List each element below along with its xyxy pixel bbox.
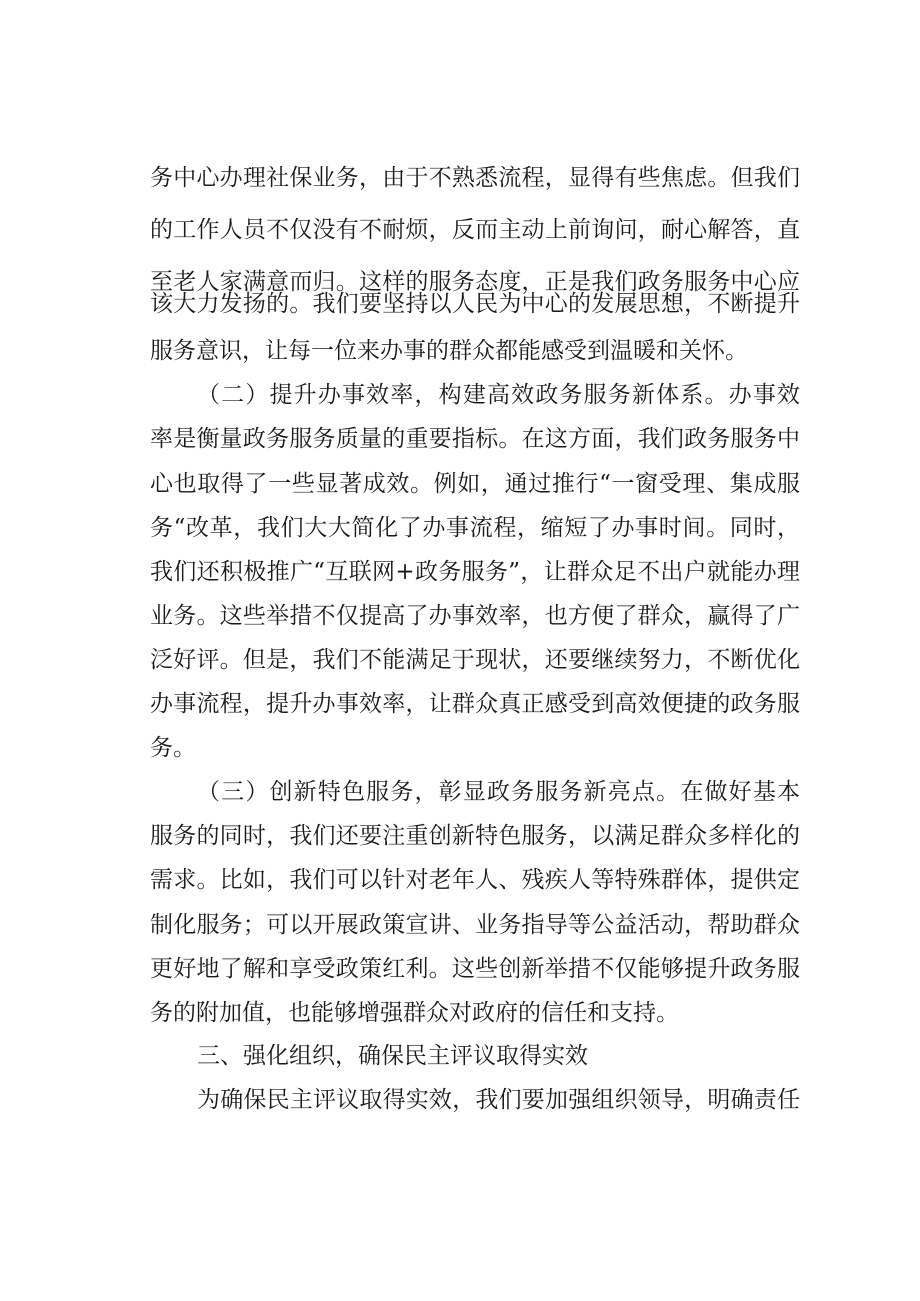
paragraph-2-line-8: 办事流程，提升办事效率，让群众真正感受到高效便捷的政务服	[150, 691, 800, 717]
paragraph-3-line-4: 制化服务；可以开展政策宣讲、业务指导等公益活动，帮助群众	[150, 912, 800, 938]
paragraph-2-line-2: 率是衡量政务服务质量的重要指标。在这方面，我们政务服务中	[150, 426, 800, 452]
paragraph-1-line-4: 该大力发扬的。我们要坚持以人民为中心的发展思想，不断提升	[150, 291, 800, 317]
paragraph-2-line-3: 心也取得了一些显著成效。例如，通过推行“一窗受理、集成服	[150, 471, 800, 497]
paragraph-2-line-5: 我们还积极推广“互联网+政务服务”，让群众足不出户就能办理	[150, 559, 800, 585]
paragraph-1-line-3: 至老人家满意而归。这样的服务态度，正是我们政务服务中心应	[150, 269, 800, 295]
paragraph-1-line-1: 务中心办理社保业务，由于不熟悉流程，显得有些焦虑。但我们	[150, 165, 800, 191]
section-heading: 三、强化组织，确保民主评议取得实效	[197, 1043, 588, 1069]
paragraph-2-line-4: 务“改革，我们大大简化了办事流程，缩短了办事时间。同时，	[150, 515, 800, 541]
paragraph-1-line-5: 服务意识，让每一位来办事的群众都能感受到温暖和关怀。	[150, 338, 748, 364]
paragraph-2-line-6: 业务。这些举措不仅提高了办事效率，也方便了群众，赢得了广	[150, 603, 800, 629]
paragraph-3-line-1: （三）创新特色服务，彰显政务服务新亮点。在做好基本	[197, 779, 800, 805]
paragraph-2-line-7: 泛好评。但是，我们不能满足于现状，还要继续努力，不断优化	[150, 647, 800, 673]
paragraph-3-line-3: 需求。比如，我们可以针对老年人、残疾人等特殊群体，提供定	[150, 867, 800, 893]
paragraph-4-line-1: 为确保民主评议取得实效，我们要加强组织领导，明确责任	[197, 1087, 800, 1113]
paragraph-1-line-2: 的工作人员不仅没有不耐烦，反而主动上前询问，耐心解答，直	[150, 217, 800, 243]
paragraph-2-line-1: （二）提升办事效率，构建高效政务服务新体系。办事效	[197, 382, 800, 408]
paragraph-3-line-6: 务的附加值，也能够增强群众对政府的信任和支持。	[150, 1000, 679, 1026]
paragraph-3-line-5: 更好地了解和享受政策红利。这些创新举措不仅能够提升政务服	[150, 956, 800, 982]
paragraph-2-line-9: 务。	[150, 735, 196, 761]
paragraph-3-line-2: 服务的同时，我们还要注重创新特色服务，以满足群众多样化的	[150, 823, 800, 849]
